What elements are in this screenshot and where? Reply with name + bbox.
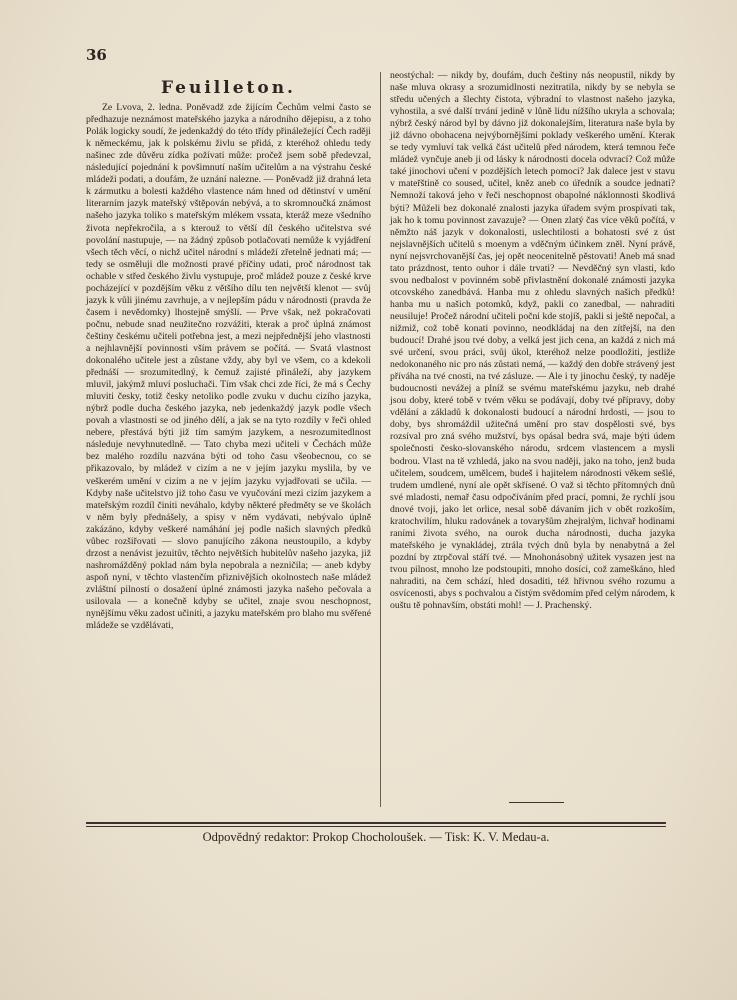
right-column (390, 70, 675, 612)
right-article-body (390, 70, 675, 612)
left-article-body (86, 102, 371, 632)
article-paragraph: neostýchal: — nikdy by, doufám, duch češtiny nás neopustil, nikdy by naše mluva okrasy a srozumidlnosti nezitratila, nikdy by se nebyla se středu učených a šlechty čistota, výbradní to vlastnost našeho jazyka, vyhostila, a své další trvání jedině v lůně lidu nížšího ukryla a schovala; nýbrž český národ byl by dávno již dokonalejším, literatura naše byla by již dávno obohacena nejvýbornějšími poklady veškerého umění. Kterak se tedy vymluví tak velká část učitelů před národem, která temnou řeče mládež vynčuje aneb ji od lásky k národnosti docela odvrací? Což může také jinochovi učení v pozdějších letech pomoci? Jak dalece jest v stavu v mateřštině co soused, učitel, kněz aneb co úředník a soudce jednati? Nemnoží taková jeho v řeči neschopnost obapolné náklonnosti škodlivá býti? Můželi bez dokonalé znalosti jazyka úřadem svým prospívati tak, jak ho k tomu povinnost zavazuje? — Onen zlatý čas více věků počítá, v němžto náš jazyk v dokonalosti, uslechtilosti a bohatosti své z úst nejslavnějších učitelů s moenym a vděčným účinkem zněl. Nyní právě, nyní nejsvrchovanější čas, jej opět neocenitelně pěstovati! Aneb má snad tato prázdnost, tento ouhor i dále trvati? — Nevděčný syn vlasti, kdo svou nedbalost v povinném sobě přivlastnění dokonalé známosti jazyka otcovského zanedbává. Hanba mu z ohledu slavných našich předků! hanba mu u našich potomků, když, pakli co zanedbal, — nahraditi neusiluje! Pročež národní učiteli počni kde stojíš, pakli si ještě nepočal, a nižmiž, což tobě konati povinno, neodkládaj na den zítřejší, na den budoucí! Drahé jsou tvé doby, a velká jest jich cena, an každá z nich má své určení, svou práci, svůj úkol, kteréhož nelze poodložiti, jestliže nedokonaného nic pro nás zůstati nemá, — každý den dobře strávený jest příváha na tvé cnosti, na tvé zásluze. — Ale i ty jinochu český, ty naděje budoucnosti nevážej a plníž se svému mateřskému jazyku, neb drahé jsou doby, které tobě v tvém věku se podávají, doby tvé přípravy, doby vdělání a základů k dokonalosti budoucí a národní hrdosti, — jsou to doby, bys shromáždil užitečná umění pro stav dospělosti své, bys rozsíval pro zná svého mužství, bys opásal bedra svá, maje býti údem společnosti česko-slovanského národu, srdcem vlastencem a mysli bodrou. Vlast na tě vzhledá, jako na svou naději, jako na toho, jenž buda učitelem, soudcem, umělcem, budeš i hajitelem národnosti věkem sešlé, trudem umdlené, nyní ale opět skřísené. O važ si těchto přítomných dnů své mladosti, nemař času odpočíváním před prací, pomni, že rychlí jsou dnové tvoji, jako let orlice, nesal sobě dávaním jich v obět rozkoším, kratochvilím, hluku radovánek a tovaryšům zhejralým, lichvař hodinami raními života svého, na ourok ducha národnosti, ducha jazyka mateřského je vynakládej, ztrála tvých dnů byla by nenabytná a žel pozdní by ztrpčoval stáří tvé. — Mnohonásobný užitek vysazen jest na tvou pilnost, mnoho lze podstoupiti, mnoho dosíci, což zameškáno, hled nahraditi, na čem schází, hled dosaditi, též hřivnou svého rozumu a osvícenosti, abys s pochvalou a čistým svědomím před celým národem, k ouštu tě pohnavším, obstáti mohl! — J. Prachenský. (390, 70, 675, 612)
article-paragraph: Ze Lvova, 2. ledna. Poněvadž zde žijícím Čechům velmi často se předhazuje neznámost mateřského jazyka a národního dějepisu, a z toho Polák logicky soudí, že jedenkaždý do této třídy přináležející Čech raději k německému, jak k polskému živlu se přidá, z kteréhož ohledu tedy našinec zde důvěru zídka požívati může: pročež jsem sobě předevzal, následující pojednání k povšimnutí naším učitelům a na výstrahu české mládeži podati, a doufám, že uznání nalezne. — Poněvadž již drahná leta k zármutku a bolesti každého vlastence nám hned od dětinství v umění literarním jazyk mateřský vštěpován nebývá, a to skromnoučká známost našeho jazyka toliko s mateřským mlékem vssata, kteráž meze všedního života nepřekročila, a s kterouž to větší díl českého učitelstva své povolání nastupuje, — na žádný způsob potlačovati nemůže k vyjádření všech těch věcí, o nichž učitel národní s mládeží zřetelně jednati má; — tedy se osměluji dle možnosti pravé příčiny udati, proč národnost tak ochable v střed českého živlu vystupuje, proč mládež pouze z české krve pocházející v pozdějším věku z většího dílu ten největší klenot — svůj jazyk k vůli jinému zavrhuje, a v nejlepším pádu v národnosti (pravda že časem i nevědomky) lhostejně smýšlí. — Prve však, než pokračovati počnu, nebude snad neužitečno rozvážiti, kterak a proč úplná známost češtiny českému učiteli potřebna jest, a mezi nejpřednější jeho vlastnosti a nejhlavnější povinnosti vším právem se počítá. — Svatá vlastnost dokonalého učitele jest a zůstane vždy, aby byl ve všem, co a kdekoli přednáší — srozumitedlný, k čemuž zajisté přináleží, aby jazykem mluvil, jakýmž mluví posluchači. Tím však chci zde říci, že má s Čechy mluviti česky, totiž česky netoliko podle zvuku v duchu cizího jazyka, nýbrž podle ducha českého jazyka, neb jedenkaždý jazyk podle všech povah a vlastnosti se od jiného dělí, a jak se na tyto rozdíly v řeči ohled nebere, přestává býti již tím samým jazykem, a nesrozumitedlnost následuje nevyhnutedlně. — Tato chyba mezi učiteli v Čechách může bez malého rozdílu nazvána býti od toho času všeobecnou, co se přikazovalo, by mládež v cizím a ne v jejím jazyku myslila, by ve veškerém umění v cizím a ne v jejím jazyku vyjadřovati se učila. — Kdyby naše učitelstvo již toho času ve vyučování mezi cizím jazykem a mateřským rozdíl činiti neváhalo, kdyby některé předměty se ve školách v něm byly přednášely, a spisy v něm vydávati, nebývalo úplně zakázáno, kdyby veškeré namáhání jej podle našich slavných předků vůbec rozšiřovati — slovo panujícího zákona neustoupilo, a kdyby drzost a nenávist jezuitův, těchto největších hubitelův našeho jazyka, již nashromážděný poklad nám byla nepobrala a nezničila; — aneb kdyby aspoň nyní, v těchto vlastenčím přiznivějších okolnostech naše mládež zvláštní pilností o dosažení úplné známosti jazyka našeho pečovala a usilovala — a konečně kdyby se učitel, znaje svou neschopnost, nynějšímu věku zadost učiniti, a jazyku mateřském pro blaho mu svěřené mládeže se vzdělávati, (86, 102, 371, 632)
left-column (86, 70, 371, 632)
column-divider (380, 72, 381, 807)
footer-rule (86, 822, 666, 824)
signoff-rule (509, 802, 564, 803)
section-title: Feuilleton. (161, 78, 296, 98)
footer-rule (86, 826, 666, 827)
imprint-footer: Odpovědný redaktor: Prokop Chocholoušek. — Tisk: K. V. Medau-a. (202, 830, 550, 844)
page-number: 36 (86, 46, 107, 64)
